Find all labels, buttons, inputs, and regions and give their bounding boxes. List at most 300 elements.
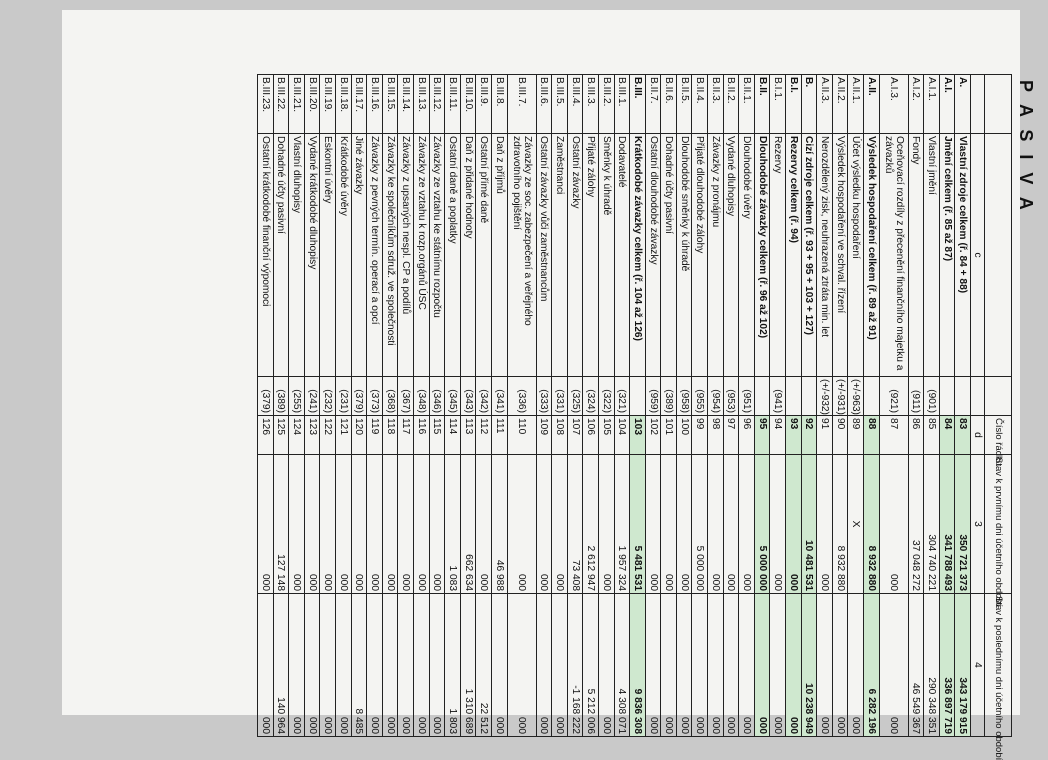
row-label: Přijaté zálohy	[583, 134, 599, 377]
row-account: (232)	[320, 377, 336, 416]
row-account: (346)	[429, 377, 445, 416]
table-row	[955, 75, 971, 737]
row-code: B.III.6.	[536, 75, 552, 134]
row-label: Výsledek hospodaření celkem (ř. 89 až 91)	[864, 134, 880, 377]
row-line-number: 96	[739, 416, 755, 455]
row-account	[864, 377, 880, 416]
row-line-number: 116	[414, 416, 430, 455]
row-last-day-value: 290 348 351	[924, 594, 940, 737]
row-code: A.I.1.	[924, 75, 940, 134]
row-last-day-value: 46 549 367	[908, 594, 924, 737]
row-line-number: 100	[676, 416, 692, 455]
row-account: (379)	[351, 377, 367, 416]
row-account: (231)	[336, 377, 352, 416]
row-last-day-value: 000	[661, 594, 677, 737]
row-last-day-value: 140 964	[273, 594, 289, 737]
row-account: (373)	[367, 377, 383, 416]
document-page	[62, 10, 1036, 760]
table-row	[367, 75, 383, 737]
row-label: Ostatní přímé daně	[476, 134, 492, 377]
row-account: (255)	[289, 377, 305, 416]
row-label: Jiné závazky	[351, 134, 367, 377]
row-account: (341)	[491, 377, 507, 416]
table-row	[848, 75, 864, 737]
row-account: (959)	[645, 377, 661, 416]
row-line-number: 115	[429, 416, 445, 455]
row-label: Účet výsledku hospodaření	[848, 134, 864, 377]
row-first-day-value: 000	[661, 455, 677, 594]
table-row	[398, 75, 414, 737]
row-first-day-value: 8 932 880	[832, 455, 848, 594]
row-first-day-value: 000	[536, 455, 552, 594]
row-first-day-value: 000	[351, 455, 367, 594]
table-row	[336, 75, 352, 737]
row-line-number: 119	[367, 416, 383, 455]
row-code: B.II.2.	[723, 75, 739, 134]
row-label: Ostatní daně a poplatky	[445, 134, 461, 377]
row-line-number: 91	[817, 416, 833, 455]
row-account: (921)	[879, 377, 908, 416]
row-last-day-value: 000	[739, 594, 755, 737]
row-last-day-value: 22 512	[476, 594, 492, 737]
row-last-day-value: 000	[304, 594, 320, 737]
row-last-day-value: 000	[708, 594, 724, 737]
row-first-day-value: 000	[382, 455, 398, 594]
row-label: Ostatní dlouhodobé závazky	[645, 134, 661, 377]
table-row	[460, 75, 476, 737]
row-first-day-value: 2 612 947	[583, 455, 599, 594]
table-row	[382, 75, 398, 737]
row-first-day-value: 000	[676, 455, 692, 594]
row-first-day-value: 000	[320, 455, 336, 594]
row-last-day-value: 000	[786, 594, 802, 737]
row-last-day-value: 000	[770, 594, 786, 737]
table-row	[536, 75, 552, 737]
row-code: B.III.22.	[273, 75, 289, 134]
row-account	[754, 377, 770, 416]
row-label: Dohadné účty pasivní	[661, 134, 677, 377]
row-first-day-value: 000	[817, 455, 833, 594]
row-first-day-value: 5 000 000	[754, 455, 770, 594]
row-first-day-value: 000	[336, 455, 352, 594]
row-first-day-value: 000	[398, 455, 414, 594]
row-last-day-value: 000	[414, 594, 430, 737]
table-row	[507, 75, 536, 737]
table-row	[351, 75, 367, 737]
row-code: A.II.2.	[832, 75, 848, 134]
row-label: Krátkodobé úvěry	[336, 134, 352, 377]
row-code: B.II.5.	[676, 75, 692, 134]
row-code: B.III.16.	[367, 75, 383, 134]
header-last-day: Stav k poslednímu dni účetního období	[985, 594, 1012, 737]
row-code: B.II.3.	[708, 75, 724, 134]
row-line-number: 86	[908, 416, 924, 455]
row-code: B.I.	[786, 75, 802, 134]
row-account	[955, 377, 971, 416]
table-row	[304, 75, 320, 737]
table-row	[864, 75, 880, 737]
row-last-day-value: 000	[817, 594, 833, 737]
row-label: Dlouhodobé úvěry	[739, 134, 755, 377]
row-last-day-value: 6 282 196	[864, 594, 880, 737]
header-row	[985, 75, 1012, 737]
row-account: (322)	[598, 377, 614, 416]
row-account: (+/-963)	[848, 377, 864, 416]
row-code: B.III.2.	[598, 75, 614, 134]
row-label: Vlastní zdroje celkem (ř. 84 + 88)	[955, 134, 971, 377]
row-account: (941)	[770, 377, 786, 416]
row-code: A.I.	[939, 75, 955, 134]
row-label: Ostatní závazky	[567, 134, 583, 377]
table-row	[708, 75, 724, 737]
row-line-number: 88	[864, 416, 880, 455]
row-first-day-value: 8 932 880	[864, 455, 880, 594]
row-label: Vlastní dluhopisy	[289, 134, 305, 377]
row-line-number: 125	[273, 416, 289, 455]
row-line-number: 93	[786, 416, 802, 455]
row-line-number: 103	[630, 416, 646, 455]
row-label: Daň z přidané hodnoty	[460, 134, 476, 377]
row-line-number: 104	[614, 416, 630, 455]
table-row	[258, 75, 274, 737]
row-label: Závazky z pronájmu	[708, 134, 724, 377]
row-account: (342)	[476, 377, 492, 416]
row-first-day-value: 000	[879, 455, 908, 594]
table-row	[320, 75, 336, 737]
table-row	[832, 75, 848, 737]
row-line-number: 108	[552, 416, 568, 455]
index-cell: c	[971, 134, 985, 377]
row-account: (953)	[723, 377, 739, 416]
row-first-day-value: 5 481 531	[630, 455, 646, 594]
row-line-number: 120	[351, 416, 367, 455]
row-line-number: 94	[770, 416, 786, 455]
row-label: Dlouhodobé směnky k úhradě	[676, 134, 692, 377]
row-code: B.III.10.	[460, 75, 476, 134]
row-code: B.III.8.	[491, 75, 507, 134]
row-last-day-value: 000	[491, 594, 507, 737]
row-last-day-value: 000	[429, 594, 445, 737]
row-account: (336)	[507, 377, 536, 416]
row-label: Daň z příjmů	[491, 134, 507, 377]
row-account	[630, 377, 646, 416]
row-account: (324)	[583, 377, 599, 416]
row-account: (348)	[414, 377, 430, 416]
table-row	[645, 75, 661, 737]
row-line-number: 114	[445, 416, 461, 455]
table-row	[939, 75, 955, 737]
row-last-day-value: 000	[289, 594, 305, 737]
table-row	[908, 75, 924, 737]
row-line-number: 83	[955, 416, 971, 455]
row-first-day-value: 46 988	[491, 455, 507, 594]
row-line-number: 101	[661, 416, 677, 455]
table-row	[414, 75, 430, 737]
row-account: (951)	[739, 377, 755, 416]
table-row	[552, 75, 568, 737]
row-account: (367)	[398, 377, 414, 416]
row-code: B.III.11.	[445, 75, 461, 134]
row-last-day-value: 000	[398, 594, 414, 737]
row-last-day-value: 1 803	[445, 594, 461, 737]
index-cell: d	[971, 416, 985, 455]
row-line-number: 102	[645, 416, 661, 455]
row-last-day-value: 000	[536, 594, 552, 737]
row-label: Dohadné účty pasivní	[273, 134, 289, 377]
row-line-number: 92	[801, 416, 817, 455]
row-first-day-value: 1 083	[445, 455, 461, 594]
row-label: Závazky ke společníkům sdruž. ve společnosti	[382, 134, 398, 377]
row-line-number: 122	[320, 416, 336, 455]
row-label: Dodavatelé	[614, 134, 630, 377]
row-first-day-value: 000	[708, 455, 724, 594]
row-code: B.III.1.	[614, 75, 630, 134]
row-first-day-value: 350 721 373	[955, 455, 971, 594]
row-code: A.II.1.	[848, 75, 864, 134]
row-line-number: 117	[398, 416, 414, 455]
row-account: (954)	[708, 377, 724, 416]
row-account: (389)	[273, 377, 289, 416]
table-row	[476, 75, 492, 737]
row-code: B.II.7.	[645, 75, 661, 134]
row-account	[801, 377, 817, 416]
row-line-number: 124	[289, 416, 305, 455]
table-row	[614, 75, 630, 737]
row-line-number: 110	[507, 416, 536, 455]
row-code: B.III.18.	[336, 75, 352, 134]
table-row	[583, 75, 599, 737]
row-code: B.II.4.	[692, 75, 708, 134]
row-line-number: 111	[491, 416, 507, 455]
row-label: Eskontní úvěry	[320, 134, 336, 377]
table-row	[924, 75, 940, 737]
row-last-day-value: 000	[692, 594, 708, 737]
row-line-number: 121	[336, 416, 352, 455]
row-line-number: 109	[536, 416, 552, 455]
liabilities-table	[257, 74, 1012, 760]
row-account: (901)	[924, 377, 940, 416]
header-label	[985, 134, 1012, 377]
row-account	[939, 377, 955, 416]
row-code: B.	[801, 75, 817, 134]
row-code: B.III.9.	[476, 75, 492, 134]
row-last-day-value: 000	[258, 594, 274, 737]
row-label: Směnky k úhradě	[598, 134, 614, 377]
row-label: Závazky z pevných termín. operací a opcí	[367, 134, 383, 377]
row-account: (911)	[908, 377, 924, 416]
row-label: Rezervy celkem (ř. 94)	[786, 134, 802, 377]
row-code: B.I.1.	[770, 75, 786, 134]
table-row	[879, 75, 908, 737]
row-last-day-value: 10 238 949	[801, 594, 817, 737]
row-account	[786, 377, 802, 416]
row-last-day-value: 000	[320, 594, 336, 737]
row-first-day-value: 341 788 493	[939, 455, 955, 594]
row-code: A.I.2.	[908, 75, 924, 134]
header-line: Číslo řádku	[985, 416, 1012, 455]
row-last-day-value: -1 168 222	[567, 594, 583, 737]
row-line-number: 90	[832, 416, 848, 455]
row-line-number: 84	[939, 416, 955, 455]
row-code: B.III.15.	[382, 75, 398, 134]
row-first-day-value: X	[848, 455, 864, 594]
row-code: B.III.13.	[414, 75, 430, 134]
row-code: B.III.23.	[258, 75, 274, 134]
row-first-day-value: 000	[723, 455, 739, 594]
row-last-day-value: 4 308 071	[614, 594, 630, 737]
row-label: Ostatní krátkodobé finanční výpomoci	[258, 134, 274, 377]
row-label: Závazky ze vztahu ke státnímu rozpočtu	[429, 134, 445, 377]
page-title: P A S I V A	[1016, 80, 1036, 214]
table-row	[491, 75, 507, 737]
row-label: Závazky z upsaných nespl. CP a podílů	[398, 134, 414, 377]
row-label: Dlouhodobé závazky celkem (ř. 96 až 102)	[754, 134, 770, 377]
row-code: B.III.19.	[320, 75, 336, 134]
row-last-day-value: 000	[598, 594, 614, 737]
row-code: B.III.5.	[552, 75, 568, 134]
row-account: (241)	[304, 377, 320, 416]
table-row	[445, 75, 461, 737]
table-row	[598, 75, 614, 737]
row-code: B.III.12.	[429, 75, 445, 134]
index-row	[971, 75, 985, 737]
row-code: A.II.3.	[817, 75, 833, 134]
row-first-day-value: 000	[429, 455, 445, 594]
index-cell	[971, 377, 985, 416]
row-last-day-value: 1 310 689	[460, 594, 476, 737]
row-first-day-value: 1 957 324	[614, 455, 630, 594]
row-line-number: 97	[723, 416, 739, 455]
row-account: (345)	[445, 377, 461, 416]
row-code: A.II.	[864, 75, 880, 134]
row-label: Výsledek hospodaření ve schval. řízení	[832, 134, 848, 377]
row-code: A.I.3.	[879, 75, 908, 134]
row-last-day-value: 000	[676, 594, 692, 737]
table-row	[676, 75, 692, 737]
row-account: (379)	[258, 377, 274, 416]
row-label: Cizí zdroje celkem (ř. 93 + 95 + 103 + 127)	[801, 134, 817, 377]
row-last-day-value: 000	[848, 594, 864, 737]
row-first-day-value: 000	[552, 455, 568, 594]
row-last-day-value: 000	[832, 594, 848, 737]
row-line-number: 89	[848, 416, 864, 455]
row-label: Vydané krátkodobé dluhopisy	[304, 134, 320, 377]
row-code: B.III.3.	[583, 75, 599, 134]
table-row	[817, 75, 833, 737]
row-last-day-value: 8 485	[351, 594, 367, 737]
row-first-day-value: 000	[507, 455, 536, 594]
row-first-day-value: 000	[367, 455, 383, 594]
header-first-day: Stav k prvnímu dni účetního období	[985, 455, 1012, 594]
row-line-number: 105	[598, 416, 614, 455]
row-account: (343)	[460, 377, 476, 416]
row-code: B.II.	[754, 75, 770, 134]
table-row	[661, 75, 677, 737]
row-first-day-value: 304 740 221	[924, 455, 940, 594]
row-line-number: 112	[476, 416, 492, 455]
row-last-day-value: 000	[645, 594, 661, 737]
row-account: (+/-931)	[832, 377, 848, 416]
row-account: (958)	[676, 377, 692, 416]
row-first-day-value: 73 408	[567, 455, 583, 594]
row-first-day-value: 000	[476, 455, 492, 594]
row-account: (321)	[614, 377, 630, 416]
row-line-number: 107	[567, 416, 583, 455]
row-first-day-value: 000	[598, 455, 614, 594]
row-first-day-value: 000	[304, 455, 320, 594]
row-first-day-value: 662 634	[460, 455, 476, 594]
row-last-day-value: 343 179 915	[955, 594, 971, 737]
row-first-day-value: 000	[289, 455, 305, 594]
row-last-day-value: 000	[507, 594, 536, 737]
row-label: Zaměstnanci	[552, 134, 568, 377]
table-row	[754, 75, 770, 737]
rotated-balance-sheet	[148, 70, 1048, 760]
row-last-day-value: 000	[723, 594, 739, 737]
row-last-day-value: 000	[367, 594, 383, 737]
row-first-day-value: 000	[770, 455, 786, 594]
table-row	[273, 75, 289, 737]
row-label: Fondy	[908, 134, 924, 377]
row-last-day-value: 336 897 719	[939, 594, 955, 737]
row-code: B.III.14.	[398, 75, 414, 134]
row-code: B.III.4.	[567, 75, 583, 134]
row-line-number: 85	[924, 416, 940, 455]
row-account: (368)	[382, 377, 398, 416]
row-last-day-value: 000	[552, 594, 568, 737]
row-label: Vydané dluhopisy	[723, 134, 739, 377]
row-label: Závazky ze soc. zabezpečení a veřejného zdravotního pojištění	[507, 134, 536, 377]
row-first-day-value: 000	[645, 455, 661, 594]
row-account: (325)	[567, 377, 583, 416]
row-account: (333)	[536, 377, 552, 416]
index-cell	[971, 75, 985, 134]
table-row	[801, 75, 817, 737]
row-label: Závazky ze vztahu k rozp.orgánů ÚSC	[414, 134, 430, 377]
row-line-number: 113	[460, 416, 476, 455]
row-line-number: 98	[708, 416, 724, 455]
row-line-number: 99	[692, 416, 708, 455]
table-row	[786, 75, 802, 737]
table-row	[289, 75, 305, 737]
row-code: B.III.21.	[289, 75, 305, 134]
row-line-number: 126	[258, 416, 274, 455]
row-last-day-value: 000	[879, 594, 908, 737]
row-code: B.III.17.	[351, 75, 367, 134]
table-row	[429, 75, 445, 737]
header-code	[985, 75, 1012, 134]
table-row	[739, 75, 755, 737]
row-first-day-value: 000	[739, 455, 755, 594]
row-label: Vlastní jmění	[924, 134, 940, 377]
row-code: B.III.	[630, 75, 646, 134]
row-first-day-value: 127 148	[273, 455, 289, 594]
header-ref	[985, 377, 1012, 416]
row-last-day-value: 5 212 006	[583, 594, 599, 737]
row-line-number: 106	[583, 416, 599, 455]
row-account: (331)	[552, 377, 568, 416]
row-first-day-value: 37 048 272	[908, 455, 924, 594]
row-label: Jmění celkem (ř. 85 až 87)	[939, 134, 955, 377]
row-last-day-value: 9 836 308	[630, 594, 646, 737]
row-account: (389)	[661, 377, 677, 416]
table-row	[692, 75, 708, 737]
row-line-number: 95	[754, 416, 770, 455]
row-code: A.	[955, 75, 971, 134]
row-code: B.III.20.	[304, 75, 320, 134]
row-first-day-value: 000	[786, 455, 802, 594]
row-first-day-value: 10 481 531	[801, 455, 817, 594]
